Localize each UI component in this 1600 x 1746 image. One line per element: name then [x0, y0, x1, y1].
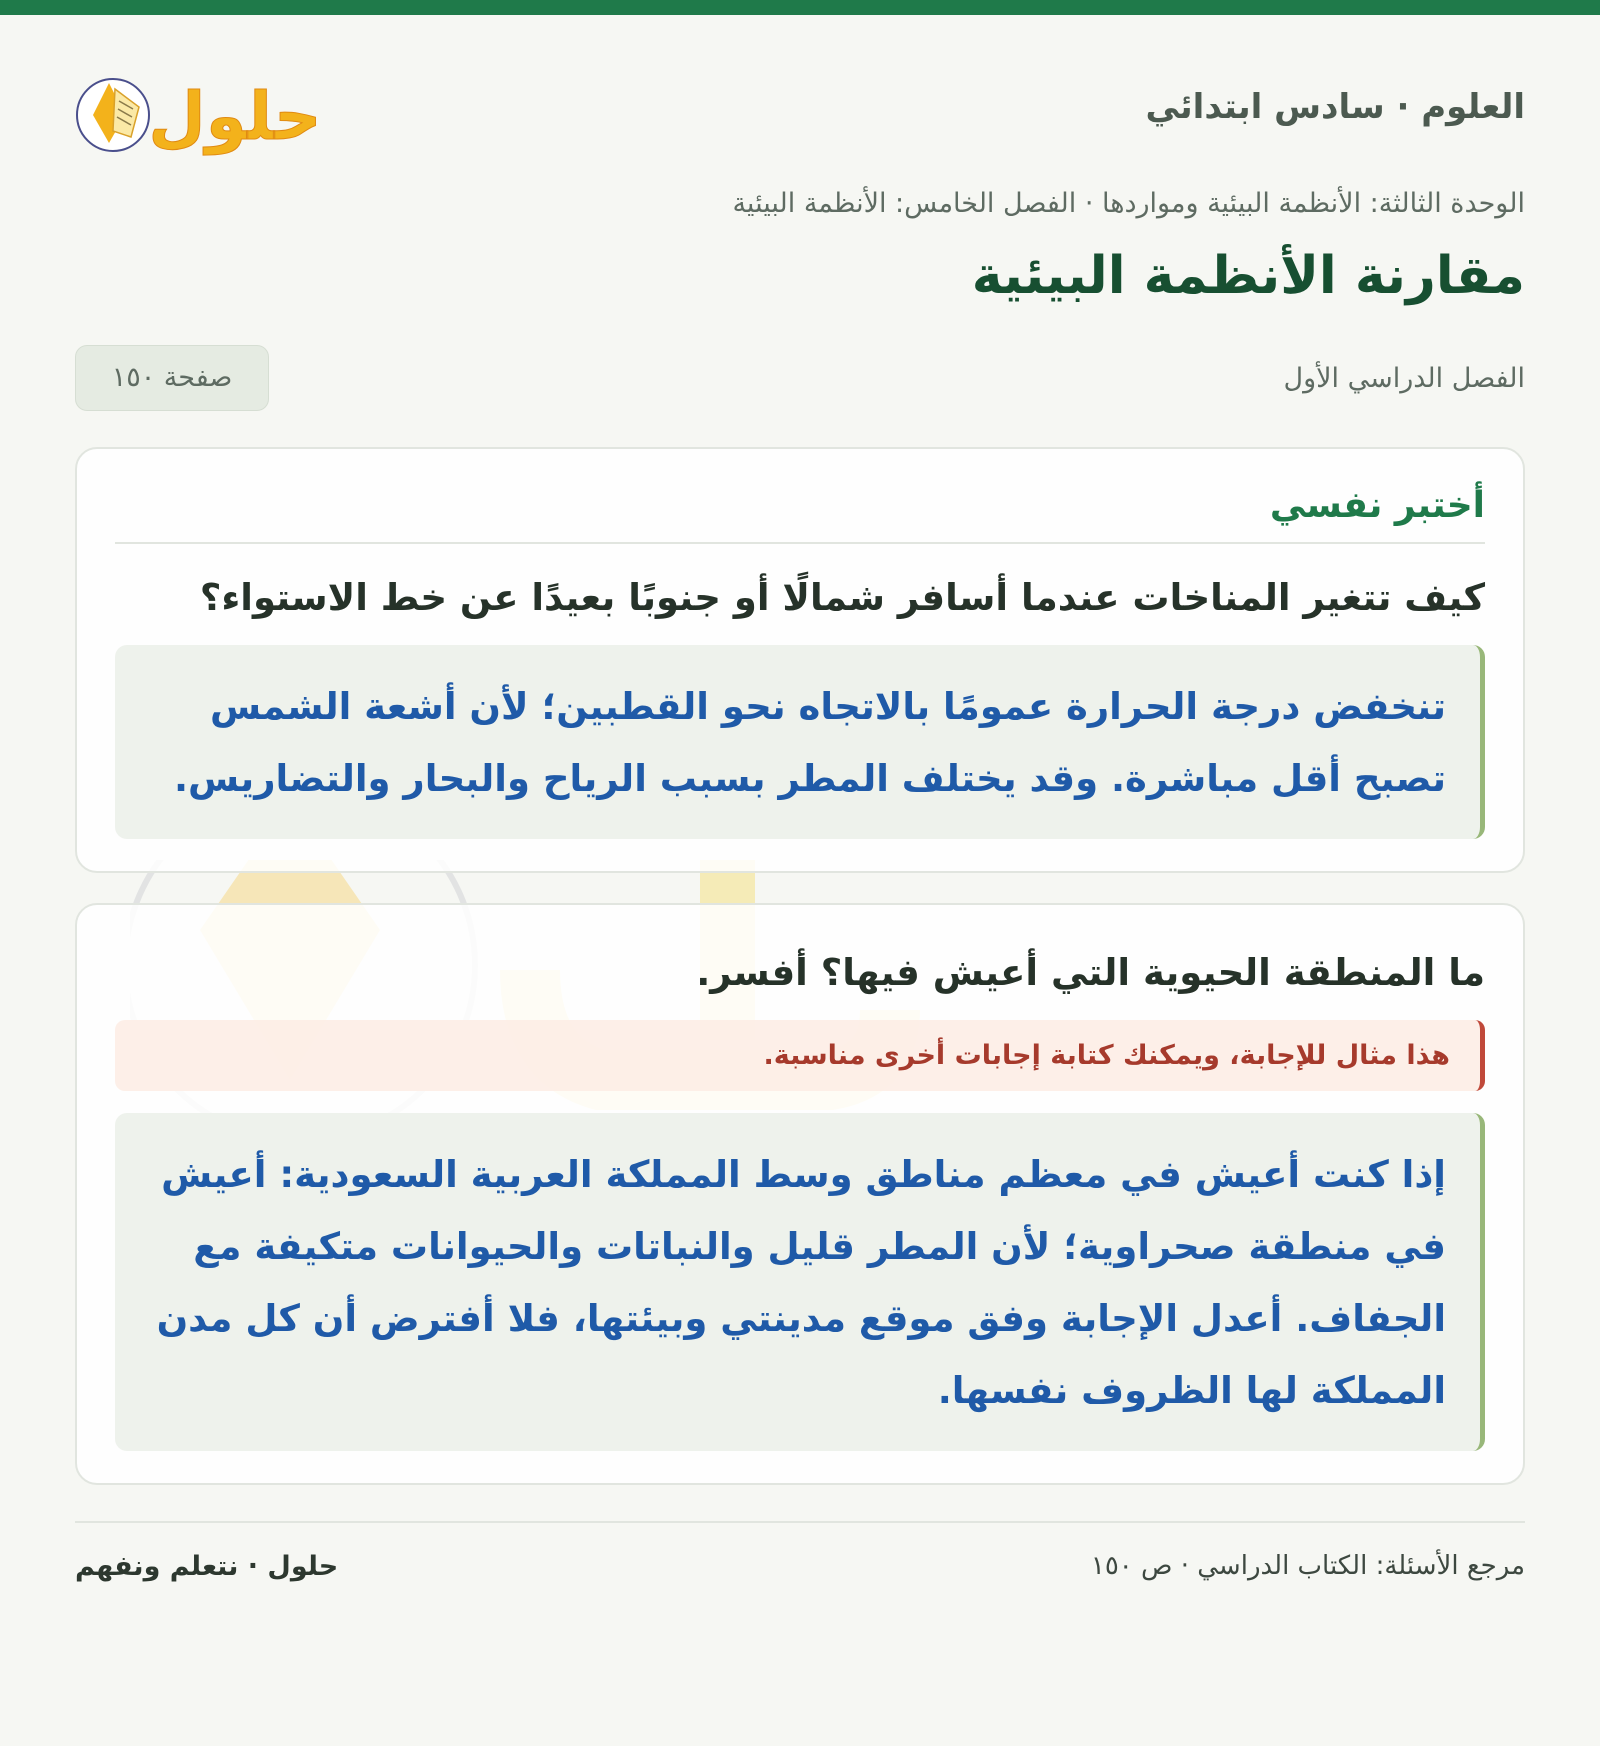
- meta-row: [75, 345, 1525, 411]
- header: [75, 15, 1525, 180]
- section-title: أختبر نفسي: [115, 479, 1485, 544]
- self-test-card: [75, 447, 1525, 873]
- semester-label: الفصل الدراسي الأول: [1283, 362, 1525, 394]
- svg-text:حلول: حلول: [148, 78, 322, 155]
- footer-reference: مرجع الأسئلة: الكتاب الدراسي · ص ١٥٠: [1090, 1550, 1525, 1581]
- example-note: هذا مثال للإجابة، ويمكنك كتابة إجابات أخرى مناسبة.: [115, 1020, 1485, 1091]
- breadcrumb: الوحدة الثالثة: الأنظمة البيئية ومواردها · الفصل الخامس: الأنظمة البيئية: [732, 188, 1525, 219]
- answer-1: تنخفض درجة الحرارة عمومًا بالاتجاه نحو القطبين؛ لأن أشعة الشمس تصبح أقل مباشرة. وقد يختلف المطر بسبب الرياح والبحار والتضاريس.: [115, 645, 1485, 839]
- biome-question-card: [75, 903, 1525, 1485]
- question-2: ما المنطقة الحيوية التي أعيش فيها؟ أفسر.: [696, 950, 1485, 994]
- page-number-badge: صفحة ١٥٠: [75, 345, 269, 411]
- top-accent-bar: [0, 0, 1600, 15]
- question-1: كيف تتغير المناخات عندما أسافر شمالًا أو جنوبًا بعيدًا عن خط الاستواء؟: [199, 575, 1485, 619]
- answer-2: إذا كنت أعيش في معظم مناطق وسط المملكة العربية السعودية: أعيش في منطقة صحراوية؛ لأن المطر قليل والنباتات والحيوانات متكيفة مع الجفاف. أعدل الإجابة وفق موقع مدينتي وبيئتها، فلا أفترض أن كل مدن المملكة لها الظروف نفسها.: [115, 1113, 1485, 1451]
- footer-brand: حلول · نتعلم ونفهم: [75, 1550, 339, 1582]
- page: [75, 15, 1525, 1613]
- footer: [75, 1521, 1525, 1613]
- subject-title: العلوم · سادس ابتدائي: [1145, 87, 1525, 127]
- hulul-logo[interactable]: [75, 53, 345, 163]
- page-title: مقارنة الأنظمة البيئية: [971, 246, 1525, 306]
